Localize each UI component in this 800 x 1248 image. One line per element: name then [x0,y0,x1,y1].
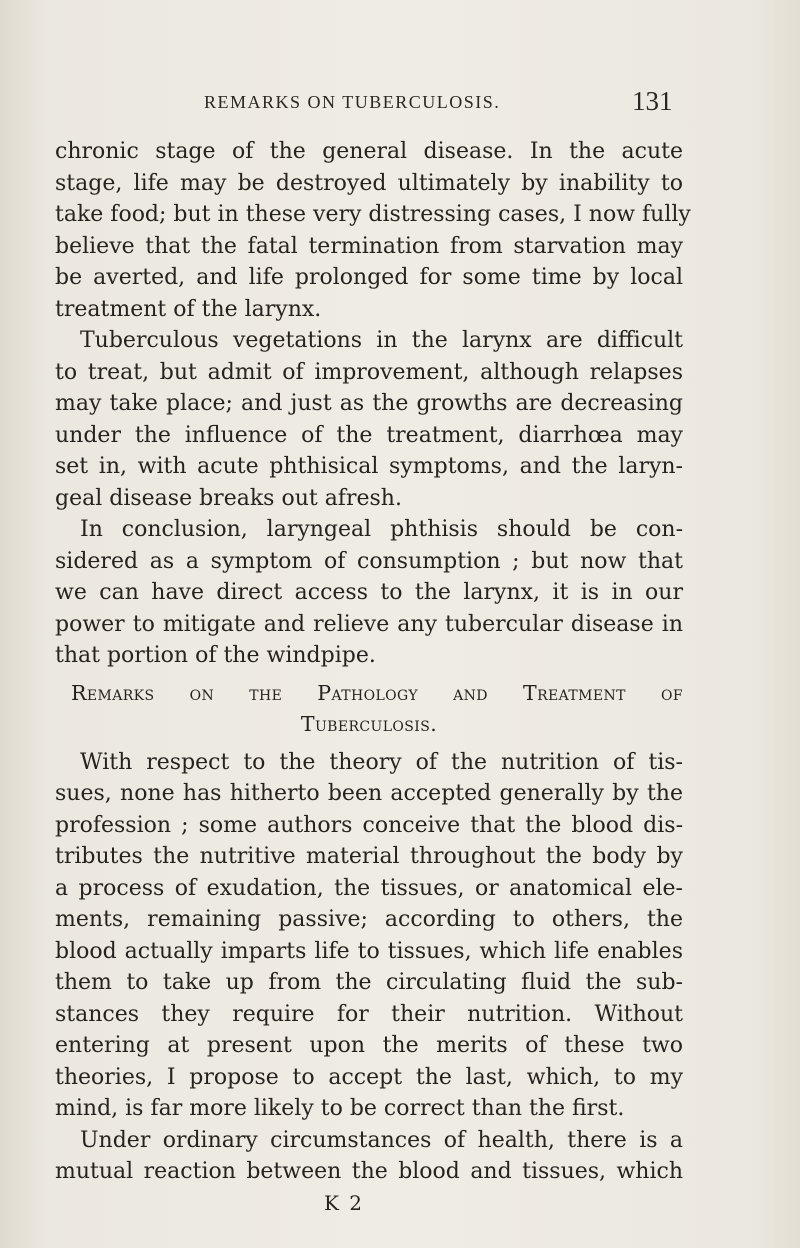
text-line: that portion of the windpipe. [55,643,376,668]
text-line: set in, with acute phthisical symptoms, and the laryn- [55,454,683,479]
text-line: treatment of the larynx. [55,296,322,322]
running-header [0,88,800,122]
text-line: we can have direct access to the larynx, it is in our [55,580,683,605]
text-line: a process of exudation, the tissues, or anatomical ele- [55,875,683,901]
text-line: Under ordinary circumstances of health, there is a [80,1127,683,1153]
signature-mark: K 2 [323,1190,365,1215]
text-line: blood actually imparts life to tissues, which life enables [55,938,683,964]
text-line: take food; but in these very distressing cases, I now fully [55,202,691,227]
running-title: REMARKS ON TUBERCULOSIS. [204,92,501,112]
section-heading: Remarks on the Pathology and Treatment of [71,680,683,705]
page-number: 131 [632,86,673,116]
text-line: sues, none has hitherto been accepted generally by the [55,781,683,806]
text-line: believe that the fatal termination from starvation may [55,233,683,259]
text-line: ments, remaining passive; according to others, the [55,907,683,932]
text-line: mind, is far more likely to be correct than the first. [55,1096,625,1121]
text-line: power to mitigate and relieve any tubercular disease in [55,611,683,637]
text-line: them to take up from the circulating fluid the sub- [55,970,683,995]
text-line: be averted, and life prolonged for some time by local [55,265,683,290]
section-heading-continued: Tuberculosis. [300,712,438,736]
text-line: stances they require for their nutrition. Without [55,1001,683,1027]
text-line: profession ; some authors conceive that the blood dis- [55,812,683,838]
text-line: sidered as a symptom of consumption ; but now that [55,548,683,574]
text-line: under the influence of the treatment, diarrhœa may [55,422,683,448]
text-line: chronic stage of the general disease. In the acute [55,139,683,164]
text-line: mutual reaction between the blood and tissues, which [55,1159,683,1184]
text-line: With respect to the theory of the nutrition of tis- [80,749,683,775]
text-line: tributes the nutritive material throughout the body by [55,844,683,869]
text-line: theories, I propose to accept the last, which, to my [55,1064,683,1090]
text-line: Tuberculous vegetations in the larynx are difficult [80,328,683,353]
text-line: may take place; and just as the growths are decreasing [55,391,683,416]
body-text [55,136,691,1218]
text-line: entering at present upon the merits of these two [55,1033,683,1058]
text-line: In conclusion, laryngeal phthisis should be con- [80,517,683,542]
text-line: stage, life may be destroyed ultimately by inability to [55,170,683,196]
text-line: geal disease breaks out afresh. [55,485,402,511]
text-line: to treat, but admit of improvement, although relapses [55,359,683,385]
